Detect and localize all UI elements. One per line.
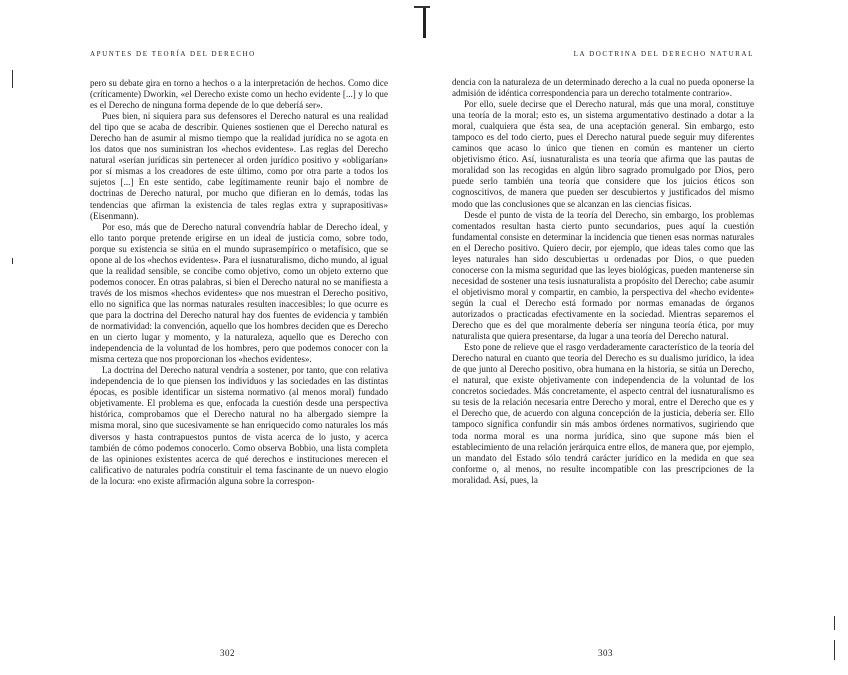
- paragraph: dencia con la naturaleza de un determinado derecho a la cual no pueda oponerse la admisión de idéntica correspondencia para un derecho totalmente contrario».: [452, 77, 754, 99]
- page-number: 302: [220, 648, 235, 658]
- margin-mark-right-2: [834, 640, 835, 660]
- paragraph: La doctrina del Derecho natural vendría a sostener, por tanto, que con relativa independencia de lo que piensen los individuos y las sociedades en las distintas épocas, es posible identificar un sistema normativo (al menos moral) fundado objetivamente. El problema es que, enfocada la cuestión desde una perspectiva histórica, comprobamos que el Derecho natural no ha albergado siempre la misma moral, sino que sucesivamente se han enriquecido como naturales los más diversos y hasta contrapuestos puntos de vista acerca de lo justo, y acerca también de cómo podemos conocerlo. Como observa Bobbio, una lista completa de las opiniones existentes acerca de qué derechos e instituciones merecen el calificativo de naturales podría constituir el tema fascinante de un nuevo elogio de la locura: «no existe afirmación alguna sobre la correspon-: [90, 365, 388, 486]
- running-head: LA DOCTRINA DEL DERECHO NATURAL: [573, 50, 754, 58]
- running-head: APUNTES DE TEORÍA DEL DERECHO: [90, 50, 256, 58]
- left-page: [90, 50, 388, 658]
- margin-mark-left: [12, 70, 13, 88]
- page-body: [90, 78, 388, 487]
- gutter-mark: [414, 6, 430, 8]
- paragraph: Desde el punto de vista de la teoría del Derecho, sin embargo, los problemas comentados resultan hasta cierto punto secundarios, pues aquí la cuestión fundamental consiste en determinar la incidencia que tienen esas normas naturales en el Derecho positivo. Quiero decir, por ejemplo, que ideas tales como que las leyes naturales han sido descubiertas u ordenadas por Dios, o que pueden conocerse con la misma seguridad que las leyes biológicas, pueden mantenerse sin necesidad de sostener una tesis iusnaturalista a propósito del Derecho; cabe asumir el objetivismo moral y compartir, en cambio, la perspectiva del «hecho evidente» según la cual el Derecho está formado por normas emanadas de órganos autorizados o practicadas efectivamente en la sociedad. Mientras separemos el Derecho que es del que moralmente debería ser ninguna teoría ética, por muy naturalista que quiera presentarse, da lugar a una teoría del Derecho natural.: [452, 209, 754, 342]
- page-number: 303: [598, 648, 613, 658]
- margin-mark-right: [834, 616, 835, 630]
- paragraph: Por ello, suele decirse que el Derecho natural, más que una moral, constituye una teoría de la moral; esto es, un sistema argumentativo destinado a dotar a la moral, cualquiera que ésta sea, de una aceptación general. Sin embargo, esto tampoco es del todo cierto, pues el Derecho natural puede seguir muy diferentes caminos que acaso lo único que tienen en común es mantener un cierto objetivismo ético. Así, iusnaturalista es una teoría que afirma que las pautas de moralidad son las recogidas en algún libro sagrado promulgado por Dios, pero puede serlo también una teoría que considere que los juicios éticos son cognoscitivos, de manera que pueden ser descubiertos y justificados del mismo modo que las conclusiones que se alcanzan en las ciencias físicas.: [452, 99, 754, 209]
- page-body: [452, 77, 754, 486]
- paragraph: Esto pone de relieve que el rasgo verdaderamente característico de la teoría del Derecho natural en cuanto que teoría del Derecho es su dualismo jurídico, la idea de que junto al Derecho positivo, obra humana en la historia, se sitúa un Derecho, el natural, que existe objetivamente con independencia de la voluntad de los concretos sociedades. Más concretamente, el aspecto central del iusnaturalismo es su tesis de la relación necesaria entre Derecho y moral, entre el Derecho que es y el Derecho que, de acuerdo con alguna concepción de la justicia, debería ser. Ello tampoco significa confundir sin más ambos órdenes normativos, sugiriendo que toda norma moral es una norma jurídica, sino que supone más bien el establecimiento de una relación jerárquica entre ellos, de manera que, por ejemplo, un mandato del Estado sólo tendrá carácter jurídico en la medida en que sea conforme o, al menos, no resulte incompatible con las prescripciones de la moralidad. Así, pues, la: [452, 342, 754, 485]
- paragraph: Por eso, más que de Derecho natural convendría hablar de Derecho ideal, y ello tanto porque pretende erigirse en un ideal de justicia como, sobre todo, porque su existencia se sitúa en el mundo suprasempírico o metafísico, que se opone al de los «hechos evidentes». Para el iusnaturalismo, dicho mundo, al igual que la realidad sensible, se concibe como objetivo, como un objeto externo que podemos conocer. En otras palabras, si bien el Derecho natural no se manifiesta a través de los mismos «hechos evidentes» que nos muestran el Derecho positivo, ello no significa que las normas naturales resulten inaccesibles; lo que ocurre es que para la doctrina del Derecho natural hay dos fuentes de evidencia y también de normatividad: la convención, aquello que los hombres deciden que es Derecho en un cierto lugar y momento, y la naturaleza, aquello que es Derecho con independencia de la voluntad de los hombres, pero que podemos conocer con la misma certeza que nos proporcionan los «hechos evidentes».: [90, 221, 388, 365]
- margin-mark-left-2: [12, 258, 13, 264]
- right-page: [452, 50, 754, 658]
- gutter-binding: [423, 8, 426, 38]
- paragraph: pero su debate gira en torno a hechos o a la interpretación de hechos. Como dice (críticamente) Dworkin, «el Derecho existe como un hecho evidente [...] y lo que es el Derecho de ninguna forma depende de lo que deberíá ser».: [90, 78, 388, 111]
- paragraph: Pues bien, ni siquiera para sus defensores el Derecho natural es una realidad del tipo que se acaba de describir. Quienes sostienen que el Derecho natural es Derecho han de asumir al mismo tiempo que la realidad jurídica no se agota en los datos que nos suministran los «hechos evidentes». Las reglas del Derecho natural «serían jurídicas sin pertenecer al orden jurídico positivo y «obligarían» por sí mismas a los creadores de este último, como por otra parte a todos los sujetos [...] En este sentido, cabe legítimamente reunir bajo el nombre de doctrinas de Derecho natural, por mucho que difieran en lo demás, todas las tendencias que afirman la existencia de tales reglas extra y suprapositivas» (Eisenmann).: [90, 111, 388, 221]
